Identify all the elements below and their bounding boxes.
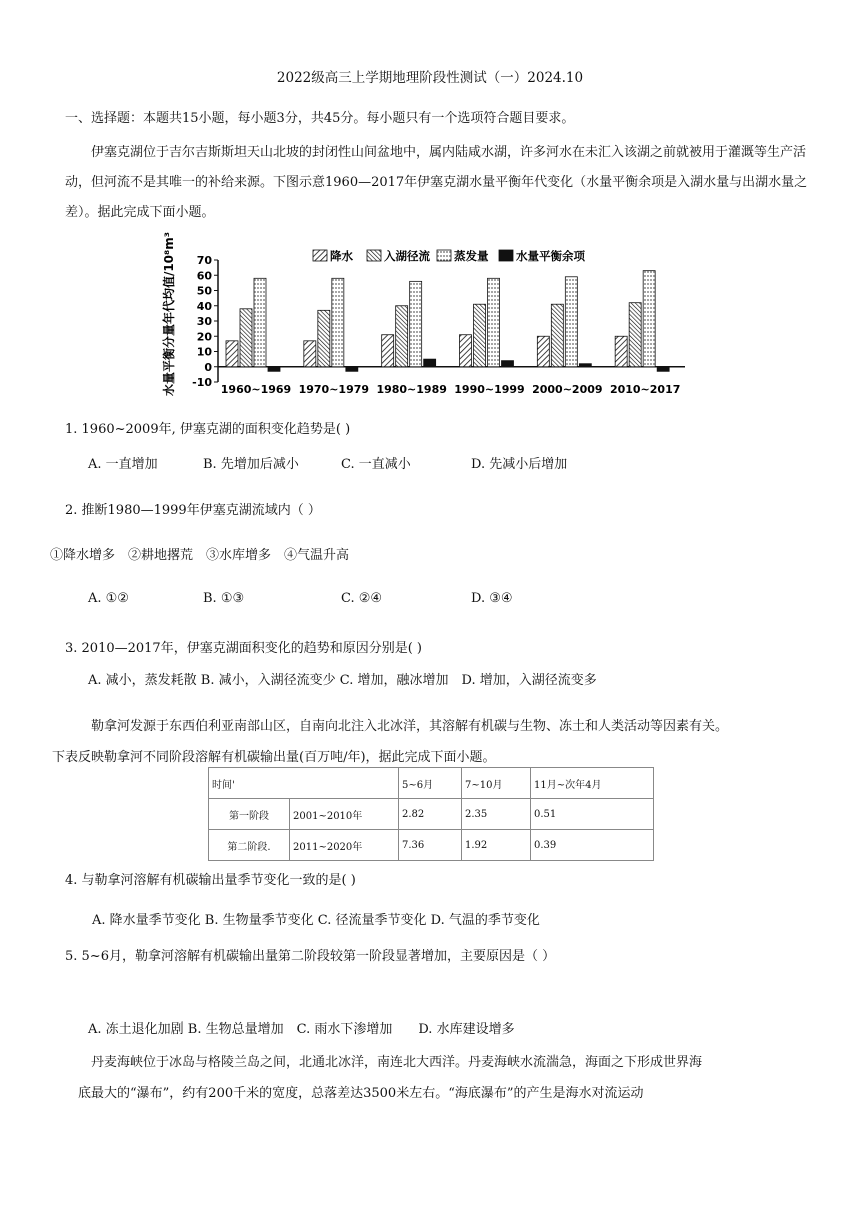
table-cell: 2.82 <box>399 799 462 830</box>
bar <box>460 335 472 367</box>
table-cell: 1.92 <box>462 830 531 861</box>
bar <box>424 359 436 367</box>
y-axis-label: 水量平衡分量年代均值/10⁸m³ <box>162 231 176 397</box>
table-cell: 0.51 <box>531 799 654 830</box>
legend-label: 水量平衡余项 <box>516 249 585 263</box>
x-tick-label: 1960~1969 <box>220 383 292 396</box>
chart-legend <box>313 249 585 263</box>
bar <box>268 367 280 372</box>
legend-swatch <box>313 250 327 261</box>
q2-option-d[interactable]: D. ③④ <box>471 591 513 606</box>
x-tick-label: 1980~1989 <box>376 383 447 396</box>
y-tick-label: 30 <box>196 315 212 328</box>
table-row <box>209 799 654 830</box>
passage-lena-line2: 下表反映勒拿河不同阶段溶解有机碳输出量(百万吨/年)，据此完成下面小题。 <box>52 750 496 765</box>
bar <box>537 336 549 367</box>
bar <box>643 271 655 367</box>
y-tick-label: 0 <box>204 360 212 374</box>
q2-option-b[interactable]: B. ①③ <box>203 591 245 606</box>
question-3-stem: 3. 2010—2017年，伊塞克湖面积变化的趋势和原因分别是( ) <box>65 641 422 656</box>
question-2-stem: 2. 推断1980—1999年伊塞克湖流域内（ ） <box>65 503 321 518</box>
table-header-cell: 7~10月 <box>462 768 531 799</box>
bar <box>629 303 641 367</box>
question-4-stem: 4. 与勒拿河溶解有机碳输出量季节变化一致的是( ) <box>65 873 356 888</box>
bar <box>502 361 514 367</box>
bar <box>346 367 358 372</box>
lena-carbon-table <box>208 767 654 861</box>
question-1-stem: 1. 1960~2009年, 伊塞克湖的面积变化趋势是( ) <box>65 422 351 437</box>
bar <box>254 278 266 366</box>
section-heading: 一、选择题：本题共15小题，每小题3分，共45分。每小题只有一个选项符合题目要求。 <box>65 111 575 126</box>
bar <box>240 309 252 367</box>
y-tick-label: -10 <box>192 376 212 389</box>
bar <box>226 341 238 367</box>
bar <box>474 304 486 367</box>
q2-option-c[interactable]: C. ②④ <box>341 591 383 606</box>
table-header-row <box>209 768 654 799</box>
table-cell-stage: 第二阶段. <box>209 830 290 861</box>
q2-statements: ①降水增多 ②耕地撂荒 ③水库增多 ④气温升高 <box>50 548 350 563</box>
x-tick-label: 1970~1979 <box>298 383 370 396</box>
table-cell-stage: 第一阶段 <box>209 799 290 830</box>
table-cell: 7.36 <box>399 830 462 861</box>
bar <box>488 278 500 366</box>
passage-denmark-line1: 丹麦海峡位于冰岛与格陵兰岛之间，北通北冰洋，南连北大西洋。丹麦海峡水流湍急，海面之下形成世界海 <box>91 1055 703 1070</box>
bar <box>657 367 669 372</box>
bar <box>551 304 563 367</box>
passage-lena-line1: 勒拿河发源于东西伯利亚南部山区，自南向北注入北冰洋，其溶解有机碳与生物、冻土和人类活动等因素有关。 <box>91 719 729 734</box>
y-tick-label: 60 <box>196 269 212 283</box>
q4-options[interactable]: A. 降水量季节变化 B. 生物量季节变化 C. 径流量季节变化 D. 气温的季节变化 <box>92 913 540 928</box>
passage-denmark-line2: 底最大的“瀑布”，约有200千米的宽度，总落差达3500米左右。“海底瀑布”的产生是海水对流运动 <box>78 1086 644 1101</box>
x-tick-label: 1990~1999 <box>454 383 525 396</box>
legend-swatch <box>437 250 451 261</box>
q3-options[interactable]: A. 减小，蒸发耗散 B. 减小，入湖径流变少 C. 增加，融冰增加 D. 增加，入湖径流变多 <box>88 673 597 688</box>
passage-issyk-kul: 伊塞克湖位于吉尔吉斯斯坦天山北坡的封闭性山间盆地中，属内陆咸水湖，许多河水在未汇入该湖之前就被用于灌溉等生产活动，但河流不是其唯一的补给来源。下图示意1960—2017年伊塞克湖水量平衡年代变化（水量平衡余项是入湖水量与出湖水量之差）。据此完成下面小题。 <box>65 145 808 220</box>
q5-options[interactable]: A. 冻土退化加剧 B. 生物总量增加 C. 雨水下渗增加 D. 水库建设增多 <box>88 1022 515 1037</box>
table-row <box>209 830 654 861</box>
y-tick-label: 10 <box>196 345 212 359</box>
bar <box>318 310 330 366</box>
table-header-cell: 11月~次年4月 <box>531 768 654 799</box>
q2-option-a[interactable]: A. ①② <box>88 591 129 606</box>
y-tick-label: 50 <box>196 284 212 298</box>
table-cell-years: 2001~2010年 <box>290 799 399 830</box>
y-tick-label: 40 <box>196 299 212 313</box>
bar <box>396 306 408 367</box>
bar <box>332 278 344 366</box>
q1-option-d[interactable]: D. 先减小后增加 <box>471 457 568 472</box>
legend-label: 入湖径流 <box>384 249 430 263</box>
x-axis <box>221 383 681 396</box>
table-cell: 2.35 <box>462 799 531 830</box>
q1-option-a[interactable]: A. 一直增加 <box>88 457 158 472</box>
bar <box>304 341 316 367</box>
legend-swatch <box>499 250 513 261</box>
water-balance-chart <box>155 222 695 397</box>
bar <box>565 277 577 367</box>
legend-swatch <box>367 250 381 261</box>
question-5-stem: 5. 5~6月，勒拿河溶解有机碳输出量第二阶段较第一阶段显著增加，主要原因是（ ） <box>65 949 556 964</box>
x-tick-label: 2000~2009 <box>532 383 603 396</box>
bar <box>615 336 627 367</box>
table-cell-years: 2011~2020年 <box>290 830 399 861</box>
q1-option-c[interactable]: C. 一直减小 <box>341 457 411 472</box>
page-title: 2022级高三上学期地理阶段性测试（一）2024.10 <box>276 70 584 86</box>
table-cell: 0.39 <box>531 830 654 861</box>
x-tick-label: 2010~2017 <box>609 383 681 396</box>
bar <box>579 364 591 367</box>
q1-option-b[interactable]: B. 先增加后减小 <box>203 457 299 472</box>
legend-label: 蒸发量 <box>454 249 489 263</box>
y-tick-label: 20 <box>196 330 212 344</box>
y-tick-label: 70 <box>196 254 212 267</box>
bar <box>382 335 394 367</box>
bars <box>226 271 669 372</box>
table-header-cell: 5~6月 <box>399 768 462 799</box>
table-header-cell: 时间' <box>209 768 399 799</box>
legend-label: 降水 <box>330 249 353 263</box>
bar <box>410 281 422 366</box>
